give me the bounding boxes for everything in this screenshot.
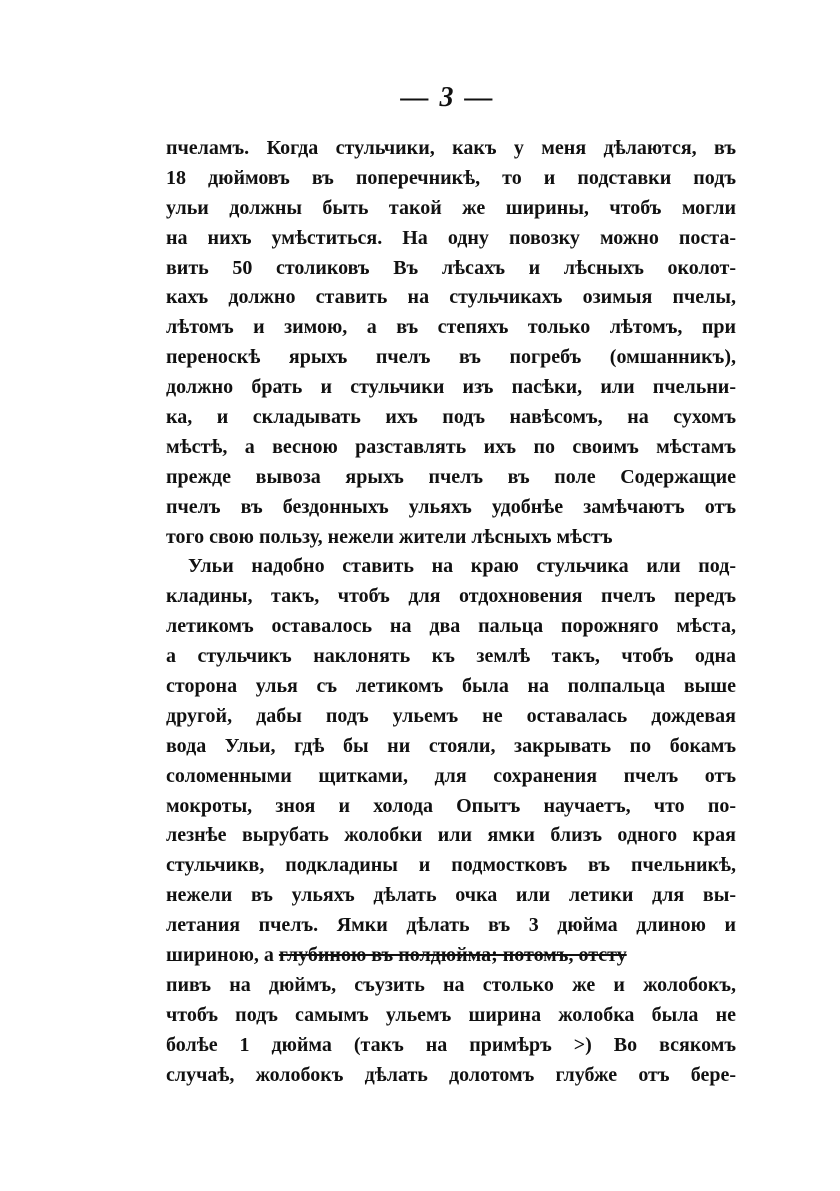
text-line: пивъ на дюймъ, съузить на столько же и жолобокъ,: [166, 973, 736, 996]
text-line: соломенными щитками, для сохранения пчелъ отъ: [166, 764, 736, 787]
text-line: пчеламъ. Когда стульчики, какъ у меня дѣлаются, въ: [166, 137, 736, 159]
text-line: болѣе 1 дюйма (такъ на примѣръ >) Во всякомъ: [166, 1033, 736, 1056]
text-line: переноскѣ ярыхъ пчелъ въ погребъ (омшанникъ),: [166, 346, 736, 369]
text-line: нежели въ ульяхъ дѣлать очка или летики для вы-: [166, 884, 736, 907]
text-line: стульчикв, подкладины и подмостковъ въ пчельникѣ,: [166, 854, 736, 877]
page-number: — 3 —: [400, 82, 495, 113]
text-line: лѣтомъ и зимою, а въ степяхъ только лѣтомъ, при: [166, 316, 736, 339]
text-line: ульи должны быть такой же ширины, чтобъ могли: [166, 196, 736, 219]
text-line: летикомъ оставалось на два пальца порожняго мѣста,: [166, 615, 736, 638]
text-line: мѣстѣ, а весною разставлять ихъ по своимъ мѣстамъ: [166, 435, 736, 458]
text-line: пчелъ въ бездонныхъ ульяхъ удобнѣе замѣчаютъ отъ: [166, 495, 736, 518]
text-line: вить 50 столиковъ Въ лѣсахъ и лѣсныхъ околот-: [166, 256, 736, 279]
text-line: другой, дабы подъ ульемъ не оставалась дождевая: [166, 704, 736, 727]
struck-text-line: [166, 941, 736, 971]
text-line: ка, и складывать ихъ подъ навѣсомъ, на сухомъ: [166, 406, 736, 429]
text-line: случаѣ, жолобокъ дѣлать долотомъ глубже отъ бере-: [166, 1063, 736, 1086]
text-line: а стульчикъ наклонять къ землѣ такъ, чтобъ одна: [166, 645, 736, 668]
text-line: кахъ должно ставить на стульчикахъ озимыя пчелы,: [166, 286, 736, 309]
text-line: вода Ульи, гдѣ бы ни стояли, закрывать по бокамъ: [166, 734, 736, 757]
text-line: мокроты, зноя и холода Опытъ научаетъ, что по-: [166, 794, 736, 817]
text-line: должно брать и стульчики изъ пасѣки, или пчельни-: [166, 376, 736, 399]
text-line: лезнѣе вырубать жолобки или ямки близъ одного края: [166, 824, 736, 847]
text-line: 18 дюймовъ въ поперечникѣ, то и подставки подъ: [166, 166, 736, 189]
text-line: на нихъ умѣститься. На одну повозку можно поста-: [166, 226, 736, 249]
body-text: [166, 134, 736, 1091]
text-line: летания пчелъ. Ямки дѣлать въ 3 дюйма длиною и: [166, 914, 736, 937]
text-segment: шириною, а: [166, 944, 274, 967]
text-line: того свою пользу, нежели жители лѣсныхъ мѣстъ: [166, 525, 613, 548]
text-line: чтобъ подъ самымъ ульемъ ширина жолобка была не: [166, 1003, 736, 1026]
text-line: кладины, такъ, чтобъ для отдохновения пчелъ передъ: [166, 585, 736, 608]
text-line: сторона улья съ летикомъ была на полпальца выше: [166, 675, 736, 698]
paragraph-start-line: Ульи надобно ставить на краю стульчика или под-: [188, 555, 736, 578]
struck-through-text: глубиною въ полдюйма; потомъ, отсту: [278, 944, 627, 967]
text-line: прежде вывоза ярыхъ пчелъ въ поле Содержащие: [166, 465, 736, 488]
